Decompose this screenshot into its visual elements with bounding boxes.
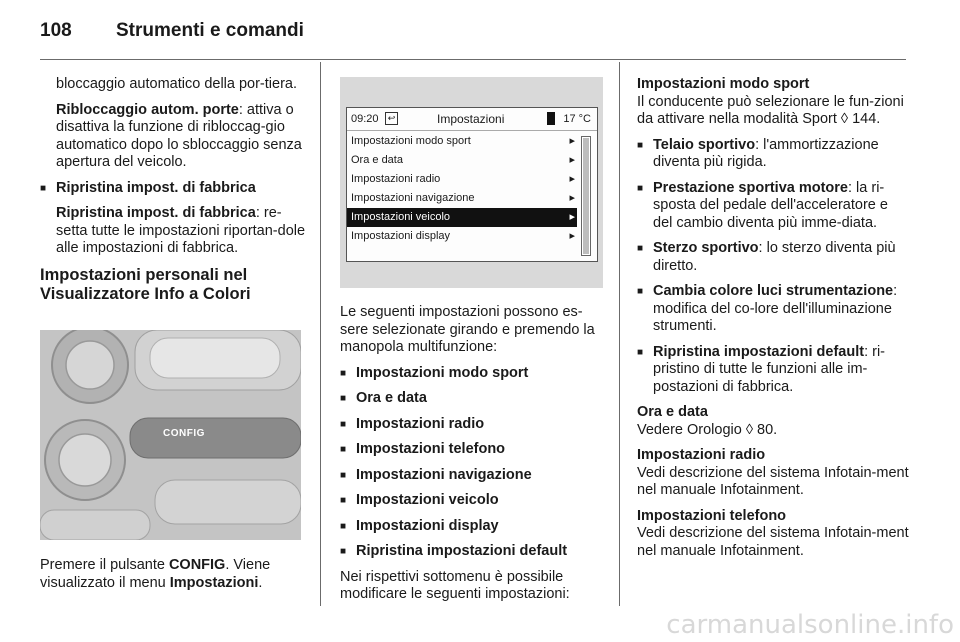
heading-sport: Impostazioni modo sport [637,76,810,92]
list-item: ■ Ripristina impostazioni default [340,543,608,561]
paragraph-ripristina: Ripristina impost. di fabbrica: re-setta tutte le impostazioni riportan-dole alle impostazioni di fabbrica. [56,205,306,256]
chevron-right-icon: ▸ [569,230,575,242]
temperature-readout: 17 °C [563,113,591,125]
ora-text: Vedere Orologio ◊ 80. [637,421,778,438]
photo-caption: Premere il pulsante CONFIG. Viene visualizzato il menu Impostazioni. [40,557,271,591]
list-item: ■ Impostazioni modo sport [340,365,608,383]
display-screenshot [340,77,603,288]
chevron-right-icon: ▸ [569,173,575,185]
column-divider-1 [320,62,321,606]
settings-list [340,365,608,561]
display-status-bar [347,108,597,131]
settings-menu [347,132,577,246]
bullet-ripristina-default: ■ Ripristina impostazioni default: ri-pristino di tutte le funzioni alle im-postazioni di fabbrica. [637,344,909,397]
menu-item-label: Impostazioni display [351,230,451,242]
bullet-sterzo: ■ Sterzo sportivo: lo sterzo diventa più diretto. [637,240,909,275]
bullet-colore: ■ Cambia colore luci strumentazione: modifica del co-lore dell'illuminazione strumenti. [637,283,909,336]
menu-item-label: Impostazioni navigazione [351,192,475,204]
section-heading: Impostazioni personali nel Visualizzatore Info a Colori [40,265,251,303]
chevron-right-icon: ▸ [569,135,575,147]
bullet-prestazione: ■ Prestazione sportiva motore: la ri-sposta del pedale dell'acceleratore e del cambio diventa più imme-diata. [637,180,909,233]
bullet-ripristina: ■ Ripristina impost. di fabbrica [40,180,308,198]
watermark: carmanualsonline.info [666,610,954,640]
list-item: ■ Impostazioni display [340,518,608,536]
chevron-right-icon: ▸ [569,211,575,223]
clock-readout: 09:20 [351,113,379,125]
outro-text: Nei rispettivi sottomenu è possibile modificare le seguenti impostazioni: [340,568,570,602]
radio-text: Vedi descrizione del sistema Infotain-ment nel manuale Infotainment. [637,464,909,498]
phone-icon [547,112,555,125]
list-item: ■ Impostazioni navigazione [340,467,608,485]
chevron-right-icon: ▸ [569,154,575,166]
info-display [346,107,598,262]
menu-item-label: Impostazioni radio [351,173,441,185]
menu-item [347,132,577,151]
config-button-label: CONFIG [163,428,205,439]
page-header [40,14,920,54]
heading-radio: Impostazioni radio [637,447,766,463]
paragraph-ribloccaggio: Ribloccaggio autom. porte: attiva o disattiva la funzione di ribloccag-gio automatico dopo lo sbloccaggio senza apertura del veicolo. [56,101,302,170]
bullet-telaio: ■ Telaio sportivo: l'ammortizzazione diventa più rigida. [637,137,909,172]
column-divider-2 [619,62,620,606]
chevron-right-icon: ▸ [569,192,575,204]
telefono-text: Vedi descrizione del sistema Infotain-ment nel manuale Infotainment. [637,525,909,559]
scrollbar [581,136,591,256]
menu-item [347,189,577,208]
page-number: 108 [40,20,72,41]
column-left [40,76,308,310]
back-icon: ↩ [385,112,398,125]
column-middle [340,304,608,612]
menu-item-label: Impostazioni modo sport [351,135,471,147]
list-item: ■ Impostazioni telefono [340,441,608,459]
display-title: Impostazioni [437,112,505,126]
menu-item [347,170,577,189]
list-item: ■ Impostazioni radio [340,416,608,434]
list-item: ■ Ora e data [340,390,608,408]
intro-text: Le seguenti impostazioni possono es-sere selezionate girando e premendo la manopola multifunzione: [340,304,595,355]
column-right [637,76,909,568]
heading-ora: Ora e data [637,404,708,420]
sport-text: Il conducente può selezionare le fun-zioni da attivare nella modalità Sport ◊ 144. [637,93,904,127]
menu-item [347,227,577,246]
menu-item [347,208,577,227]
menu-item-label: Ora e data [351,154,403,166]
page-title: Strumenti e comandi [116,20,304,41]
list-item: ■ Impostazioni veicolo [340,492,608,510]
heading-telefono: Impostazioni telefono [637,507,787,524]
menu-item-label: Impostazioni veicolo [351,211,451,223]
header-divider [40,59,906,60]
continued-text: bloccaggio automatico della por-tiera. [56,76,297,92]
menu-item [347,151,577,170]
config-panel-photo [40,330,301,540]
